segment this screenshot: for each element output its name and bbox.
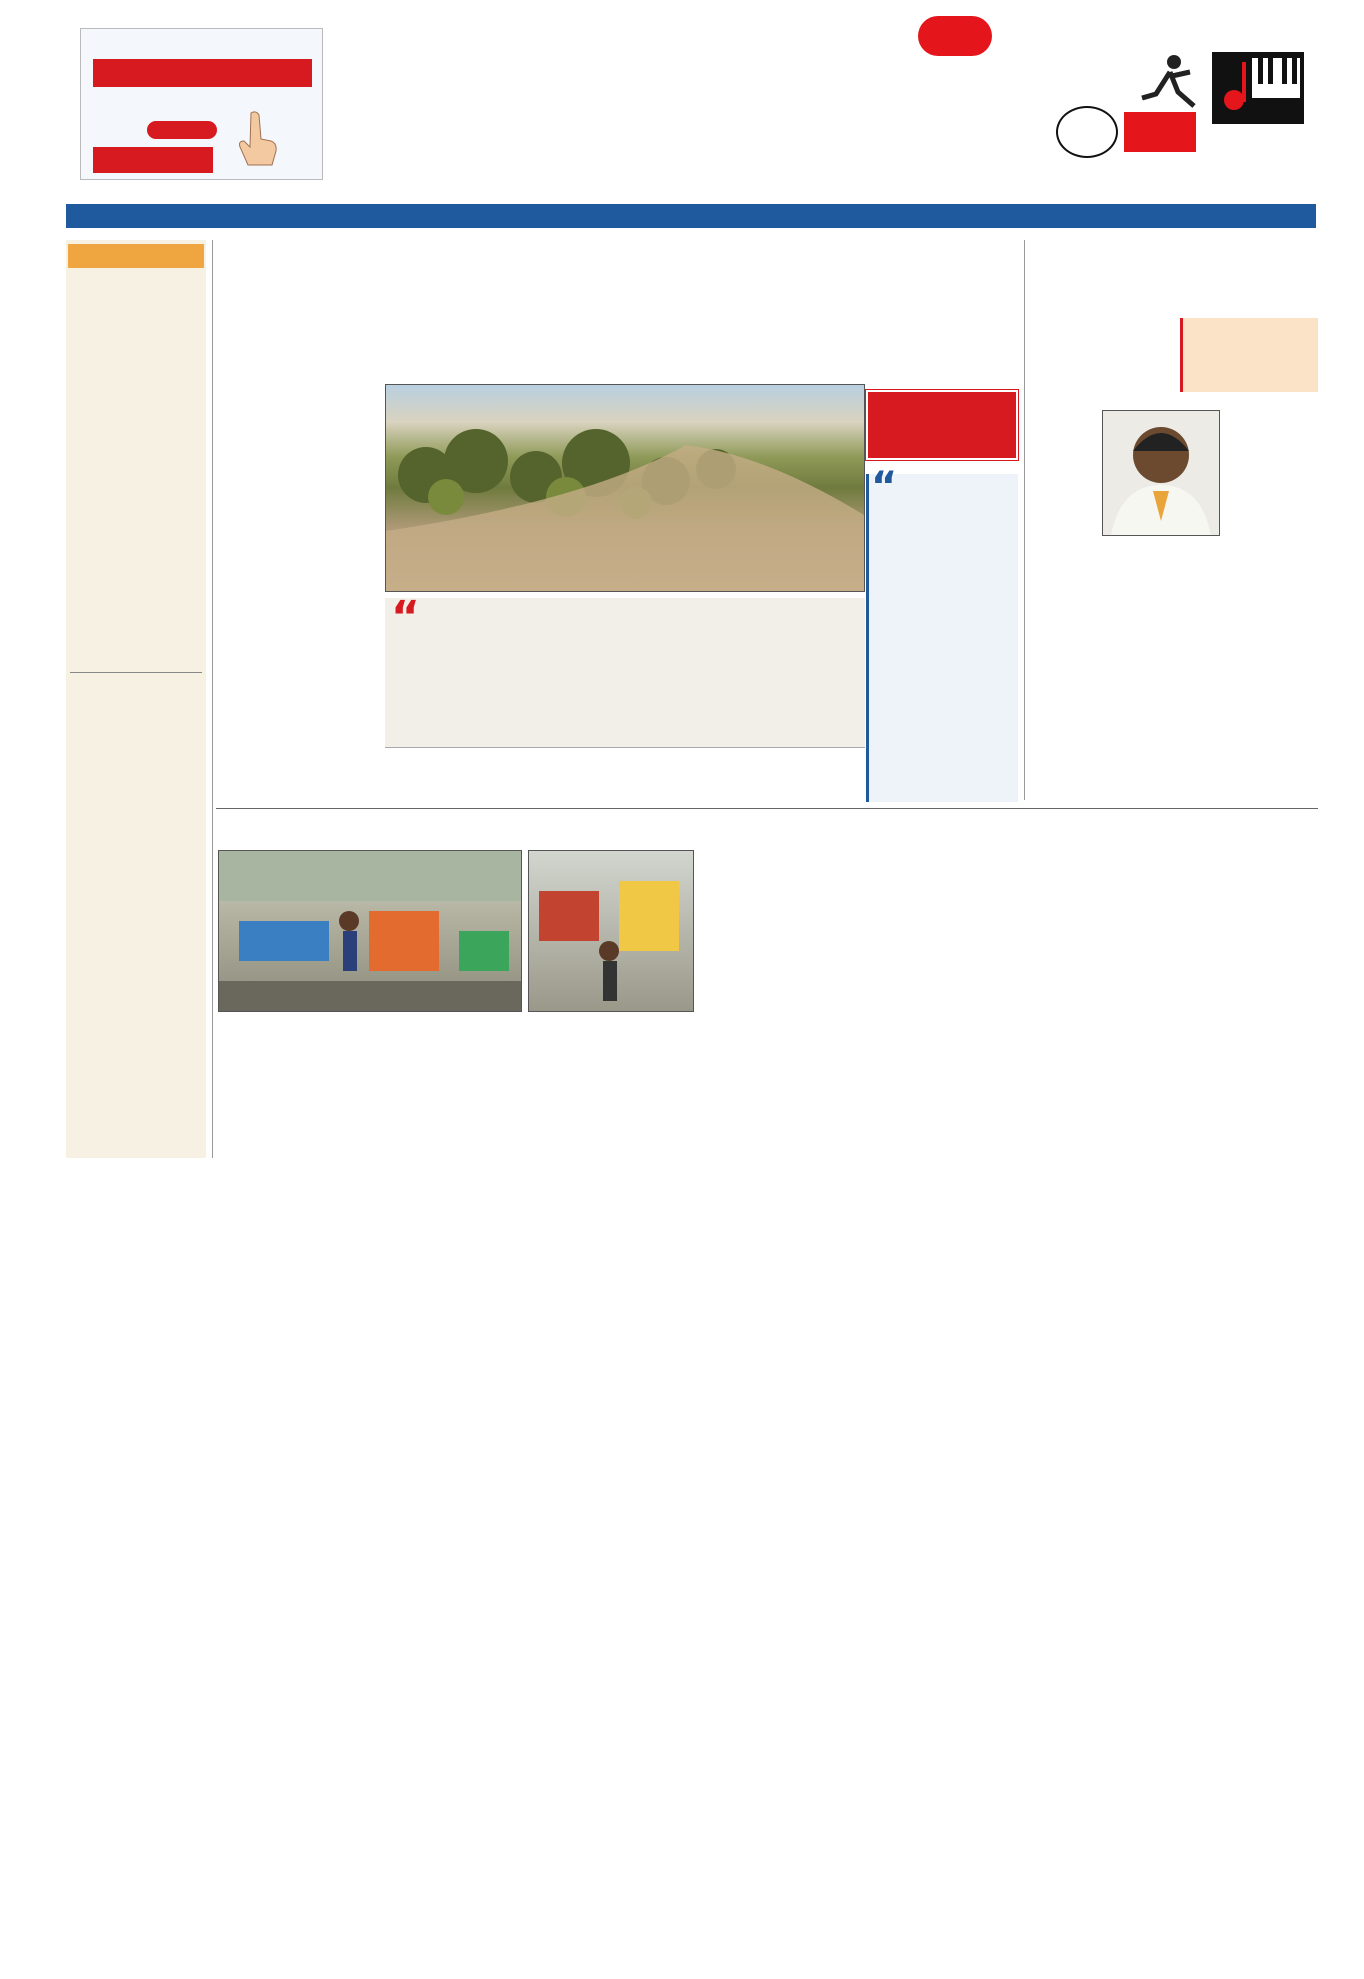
inside-story2-body (70, 718, 202, 1134)
col-divider (212, 240, 213, 1158)
lead-quote-box (385, 592, 865, 748)
masthead (0, 0, 1364, 200)
lead-side-quote-box (866, 464, 1018, 802)
pointer-hand-icon (231, 109, 281, 169)
click-here-button[interactable] (147, 121, 217, 139)
col-divider (1024, 240, 1025, 800)
naik-sub-box (1180, 318, 1318, 392)
section-rule (216, 808, 1318, 809)
hawkers-photo-2 (528, 850, 694, 1012)
naik-body-1 (1034, 318, 1172, 796)
website-promo[interactable] (80, 28, 323, 180)
quote-mark-icon: “ (391, 592, 420, 643)
lead-quote-text (427, 602, 857, 712)
inside-divider (70, 672, 202, 673)
promo-line-2 (93, 59, 312, 87)
lead-body-col1b (222, 604, 378, 736)
music-logo-icon (1212, 52, 1304, 124)
inside-story1-body (70, 334, 202, 644)
lead-body-col1 (222, 386, 378, 600)
inside-sidebar (66, 240, 206, 1158)
lead-side-quote (875, 478, 1017, 742)
promo-brand (93, 147, 213, 173)
side-quote-mark-icon: “ (871, 464, 898, 510)
dateline-strip (66, 204, 1316, 228)
mangrove-photo (385, 384, 865, 592)
hawkers-photo (218, 850, 522, 1012)
lead-body-col4 (705, 754, 865, 790)
masthead-title (380, 34, 1000, 194)
inside-label (68, 244, 204, 268)
open-all-days-badge (1124, 112, 1196, 152)
lead-body-col3 (545, 754, 695, 790)
naik-body-2 (1180, 404, 1318, 770)
flexible-time-badge (1056, 106, 1118, 158)
price-badge (918, 16, 992, 56)
lead-side-title (866, 390, 1018, 460)
lead-body-col1c (222, 738, 378, 790)
music-ad[interactable] (1040, 22, 1310, 178)
lead-body-col2 (385, 754, 537, 790)
